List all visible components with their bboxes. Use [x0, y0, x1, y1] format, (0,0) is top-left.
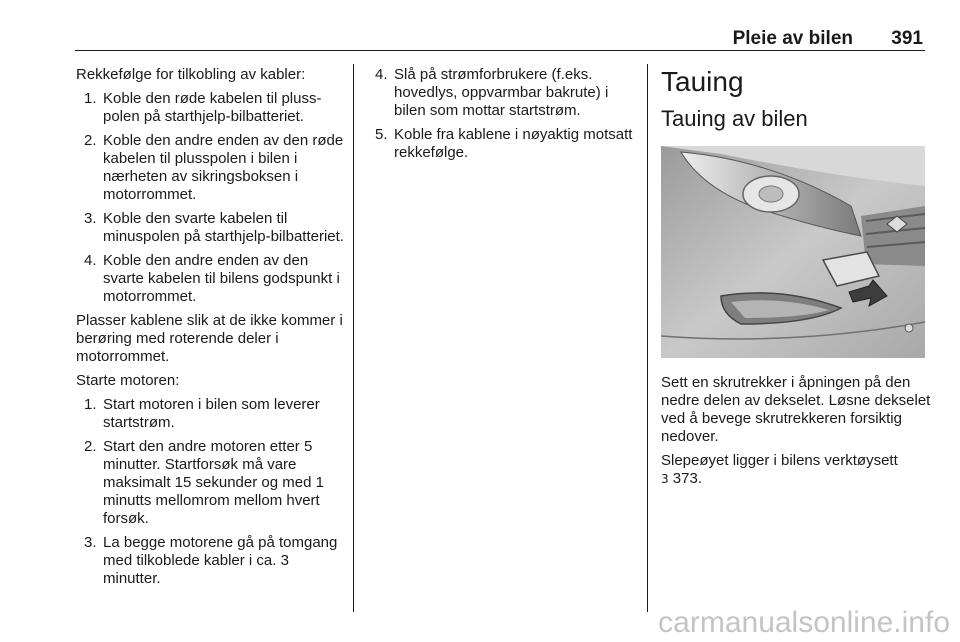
page-reference-icon: 3 — [661, 472, 669, 486]
continued-step — [363, 66, 633, 120]
step-number: 1. — [84, 396, 97, 413]
step-text: Slå på strømforbrukere (f.eks. hovedlys, oppvarmbar bakrute) i bilen som mottar startstrøm. — [394, 66, 609, 119]
start-steps-list — [76, 396, 344, 588]
tow-instruction-para: Sett en skrutrekker i åpningen på den nedre delen av dekselet. Løsne dekselet ved å bevege skrutrekkeren forsiktig nedover. — [661, 374, 931, 445]
connect-step — [76, 132, 344, 204]
column-divider-2 — [647, 64, 648, 612]
connect-step — [76, 90, 344, 126]
step-text: Koble den røde kabelen til plusspolen på starthjelp-bilbatteriet. — [103, 90, 322, 125]
step-text: Koble den andre enden av den røde kabelen til plusspolen i bilen i nærheten av sikringsboksen i motorrommet. — [103, 132, 344, 203]
step-number: 1. — [84, 90, 97, 107]
tow-eye-para — [661, 452, 931, 488]
continued-steps-list — [363, 66, 633, 162]
step-text: Koble den svarte kabelen til minuspolen på starthjelp-bilbatteriet. — [103, 210, 344, 245]
column-2 — [363, 66, 633, 168]
step-text: Koble fra kablene i nøyaktig motsatt rekkefølge. — [394, 126, 633, 161]
step-text: Start den andre motoren etter 5 minutter. Startforsøk må vare maksimalt 15 sekunder og med 1 minutts mellomrom mellom hvert forsøk. — [103, 438, 324, 527]
section-heading: Tauing — [661, 66, 744, 97]
connect-step — [76, 252, 344, 306]
step-number: 5. — [375, 126, 388, 143]
step-number: 3. — [84, 210, 97, 227]
tow-eye-text: Slepeøyet ligger i bilens verktøysett — [661, 452, 898, 469]
start-step — [76, 534, 344, 588]
page-header — [75, 28, 925, 51]
connect-steps-list — [76, 90, 344, 306]
step-number: 4. — [84, 252, 97, 269]
start-step — [76, 396, 344, 432]
subsection-heading: Tauing av bilen — [661, 106, 808, 131]
cable-note: Plasser kablene slik at de ikke kommer i berøring med roterende deler i motorrommet. — [76, 312, 343, 365]
start-step — [76, 438, 344, 528]
step-text: Koble den andre enden av den svarte kabelen til bilens godspunkt i motorrommet. — [103, 252, 340, 305]
page-number: 391 — [891, 28, 923, 49]
page-reference-number: 373. — [668, 470, 703, 487]
header-title: Pleie av bilen — [732, 28, 853, 49]
step-number: 2. — [84, 132, 97, 149]
car-front-illustration-svg — [661, 146, 925, 358]
step-number: 2. — [84, 438, 97, 455]
step-number: 4. — [375, 66, 388, 83]
step-text: La begge motorene gå på tomgang med tilkoblede kabler i ca. 3 minutter. — [103, 534, 338, 587]
continued-step — [363, 126, 633, 162]
start-intro: Starte motoren: — [76, 372, 180, 389]
step-number: 3. — [84, 534, 97, 551]
watermark: carmanualsonline.info — [658, 606, 950, 639]
car-front-illustration — [661, 146, 925, 358]
connect-step — [76, 210, 344, 246]
connect-intro: Rekkefølge for tilkobling av kabler: — [76, 66, 306, 83]
column-divider-1 — [353, 64, 354, 612]
step-text: Start motoren i bilen som leverer startstrøm. — [103, 396, 320, 431]
column-3 — [661, 66, 931, 494]
column-1 — [76, 66, 344, 594]
